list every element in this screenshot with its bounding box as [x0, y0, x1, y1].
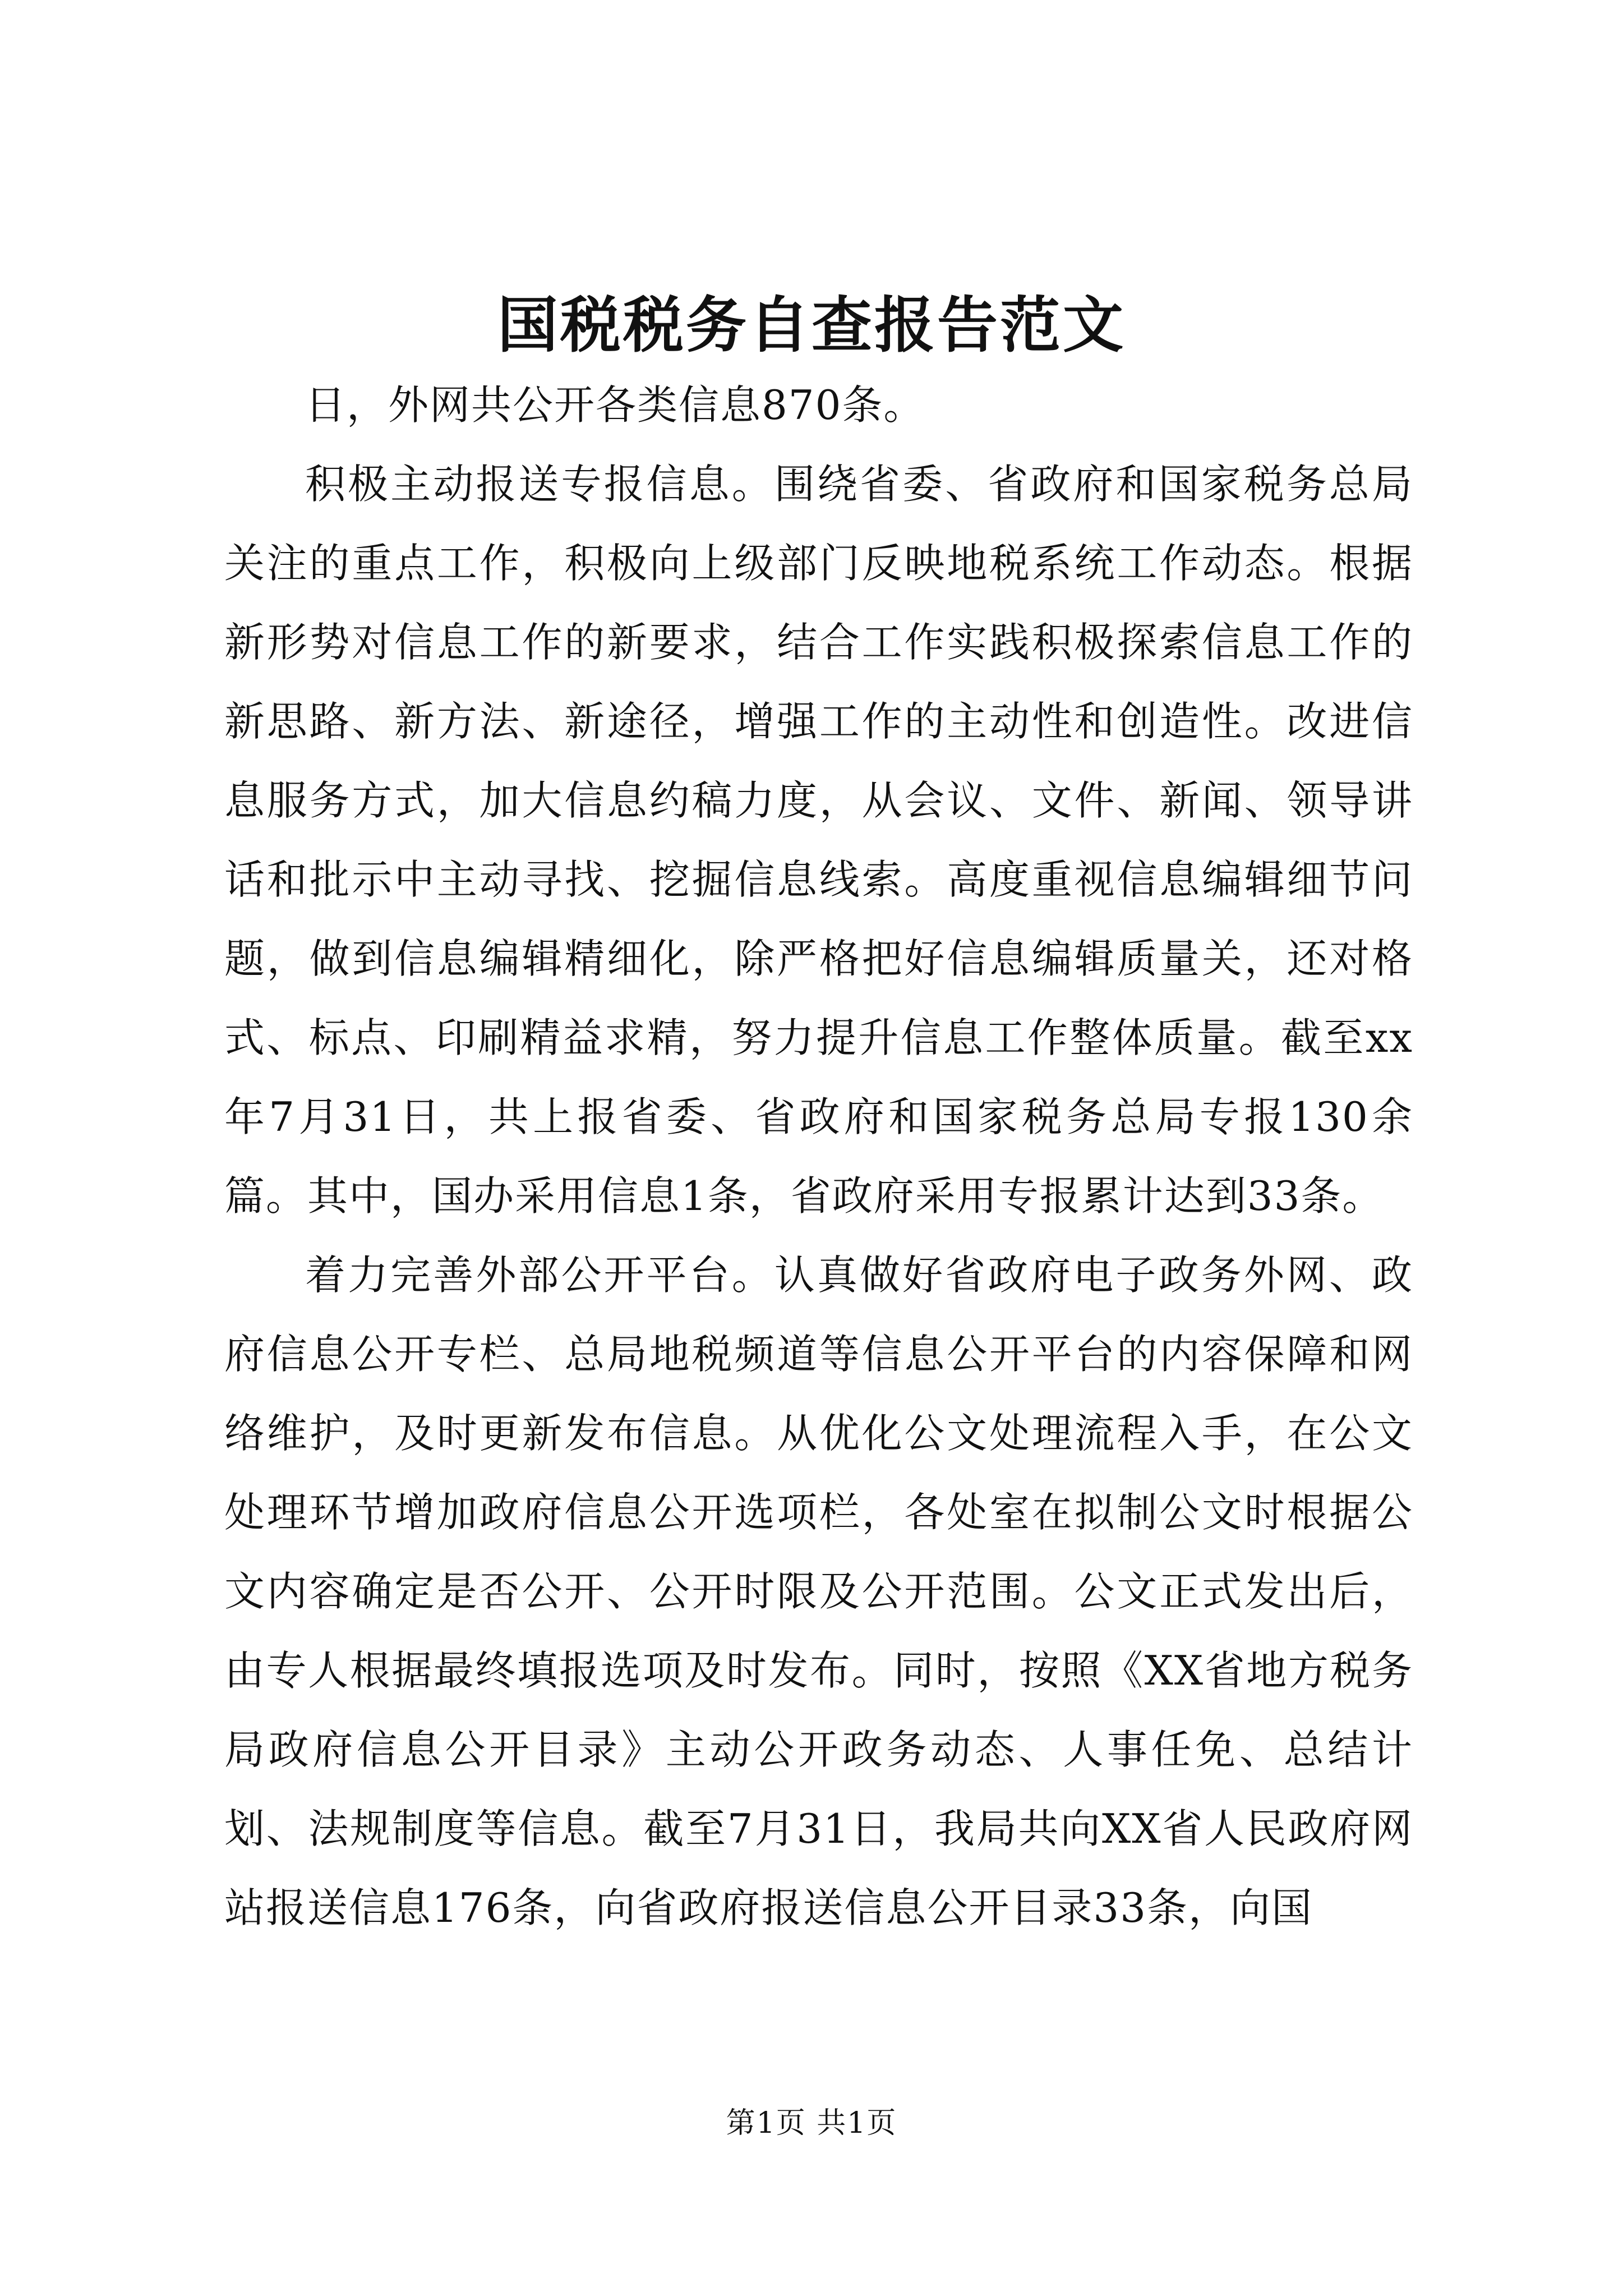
- document-body: [224, 366, 1413, 1948]
- document-title: 国税税务自查报告范文: [497, 290, 1126, 361]
- paragraph-1: 日，外网共公开各类信息870条。: [305, 381, 925, 429]
- paragraph-2: 积极主动报送专报信息。围绕省委、省政府和国家税务总局关注的重点工作，积极向上级部门反映地税系统工作动态。根据新形势对信息工作的新要求，结合工作实践积极探索信息工作的新思路、新方法、新途径，增强工作的主动性和创造性。改进信息服务方式，加大信息约稿力度，从会议、文件、新闻、领导讲话和批示中主动寻找、挖掘信息线索。高度重视信息编辑细节问题，做到信息编辑精细化，除严格把好信息编辑质量关，还对格式、标点、印刷精益求精，努力提升信息工作整体质量。截至xx年7月31日，共上报省委、省政府和国家税务总局专报130余篇。其中，国办采用信息1条，省政府采用专报累计达到33条。: [224, 461, 1413, 1220]
- paragraph-3: 着力完善外部公开平台。认真做好省政府电子政务外网、政府信息公开专栏、总局地税频道等信息公开平台的内容保障和网络维护，及时更新发布信息。从优化公文处理流程入手，在公文处理环节增加政府信息公开选项栏，各处室在拟制公文时根据公文内容确定是否公开、公开时限及公开范围。公文正式发出后，由专人根据最终填报选项及时发布。同时，按照《XX省地方税务局政府信息公开目录》主动公开政务动态、人事任免、总结计划、法规制度等信息。截至7月31日，我局共向XX省人民政府网站报送信息176条，向省政府报送信息公开目录33条，向国: [224, 1251, 1413, 1931]
- page-footer: 第1页 共1页: [726, 2106, 897, 2140]
